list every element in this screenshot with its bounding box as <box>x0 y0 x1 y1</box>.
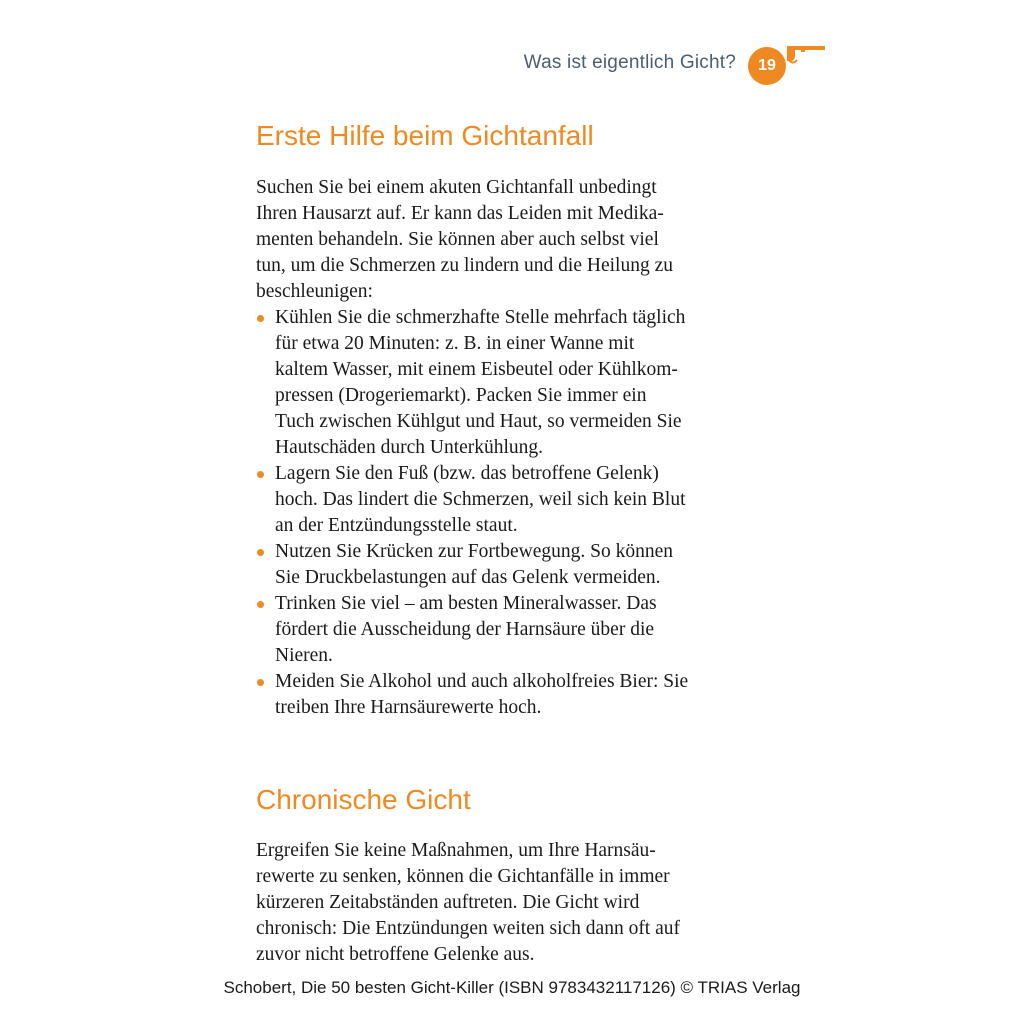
text-line: Ihren Hausarzt auf. Er kann das Leiden mit Medika- <box>256 203 664 224</box>
first-aid-intro <box>256 175 746 305</box>
pointing-hand-icon <box>787 43 827 65</box>
text-line: fördert die Ausscheidung der Harnsäure über die <box>275 619 655 640</box>
bullet-dot-icon <box>257 315 264 322</box>
bullet-dot-icon <box>257 601 264 608</box>
text-line: Tuch zwischen Kühlgut und Haut, so vermeiden Sie <box>275 411 682 432</box>
bullet-text <box>275 461 756 539</box>
text-line: Kühlen Sie die schmerzhafte Stelle mehrfach täglich <box>275 307 686 328</box>
text-line: treiben Ihre Harnsäurewerte hoch. <box>275 697 542 718</box>
bullet-item <box>256 591 756 669</box>
text-line: menten behandeln. Sie können aber auch selbst viel <box>256 229 659 250</box>
text-line: Meiden Sie Alkohol und auch alkoholfreies Bier: Sie <box>275 671 689 692</box>
text-line: rewerte zu senken, können die Gichtanfälle in immer <box>256 866 670 887</box>
text-line: kaltem Wasser, mit einem Eisbeutel oder Kühlkom- <box>275 359 678 380</box>
text-line: für etwa 20 Minuten: z. B. in einer Wanne mit <box>275 333 635 354</box>
text-line: Ergreifen Sie keine Maßnahmen, um Ihre Harnsäu- <box>256 840 656 861</box>
bullet-dot-icon <box>257 471 264 478</box>
running-header-title: Was ist eigentlich Gicht? <box>523 52 736 73</box>
bullet-item <box>256 669 756 721</box>
bullet-text <box>275 591 756 669</box>
text-line: zuvor nicht betroffene Gelenke aus. <box>256 944 535 965</box>
text-line: Hautschäden durch Unterkühlung. <box>275 437 544 458</box>
text-line: Sie Druckbelastungen auf das Gelenk vermeiden. <box>275 567 661 588</box>
chronic-gout-paragraph <box>256 838 746 968</box>
text-line: pressen (Drogeriemarkt). Packen Sie immer ein <box>275 385 647 406</box>
bullet-item <box>256 461 756 539</box>
text-line: Nieren. <box>275 645 333 666</box>
bullet-dot-icon <box>257 679 264 686</box>
text-line: Trinken Sie viel – am besten Mineralwasser. Das <box>275 593 657 614</box>
text-line: Suchen Sie bei einem akuten Gichtanfall unbedingt <box>256 177 657 198</box>
bullet-dot-icon <box>257 549 264 556</box>
bullet-text <box>275 539 756 591</box>
text-line: hoch. Das lindert die Schmerzen, weil sich kein Blut <box>275 489 686 510</box>
text-line: tun, um die Schmerzen zu lindern und die Heilung zu <box>256 255 673 276</box>
section-heading-first-aid: Erste Hilfe beim Gichtanfall <box>256 120 594 151</box>
text-line: kürzeren Zeitabständen auftreten. Die Gicht wird <box>256 892 640 913</box>
text-line: Nutzen Sie Krücken zur Fortbewegung. So können <box>275 541 674 562</box>
footer-copyright: Schobert, Die 50 besten Gicht-Killer (ISBN 9783432117126) © TRIAS Verlag <box>223 978 801 997</box>
text-line: an der Entzündungsstelle staut. <box>275 515 518 536</box>
bullet-text <box>275 305 756 461</box>
section-heading-chronic-gout: Chronische Gicht <box>256 784 471 815</box>
bullet-item <box>256 305 756 461</box>
page-number-badge: 19 <box>748 47 786 85</box>
first-aid-bullet-list <box>256 305 756 721</box>
text-line: Lagern Sie den Fuß (bzw. das betroffene Gelenk) <box>275 463 659 484</box>
bullet-text <box>275 669 756 721</box>
text-line: chronisch: Die Entzündungen weiten sich dann oft auf <box>256 918 681 939</box>
text-line: beschleunigen: <box>256 281 373 302</box>
bullet-item <box>256 539 756 591</box>
